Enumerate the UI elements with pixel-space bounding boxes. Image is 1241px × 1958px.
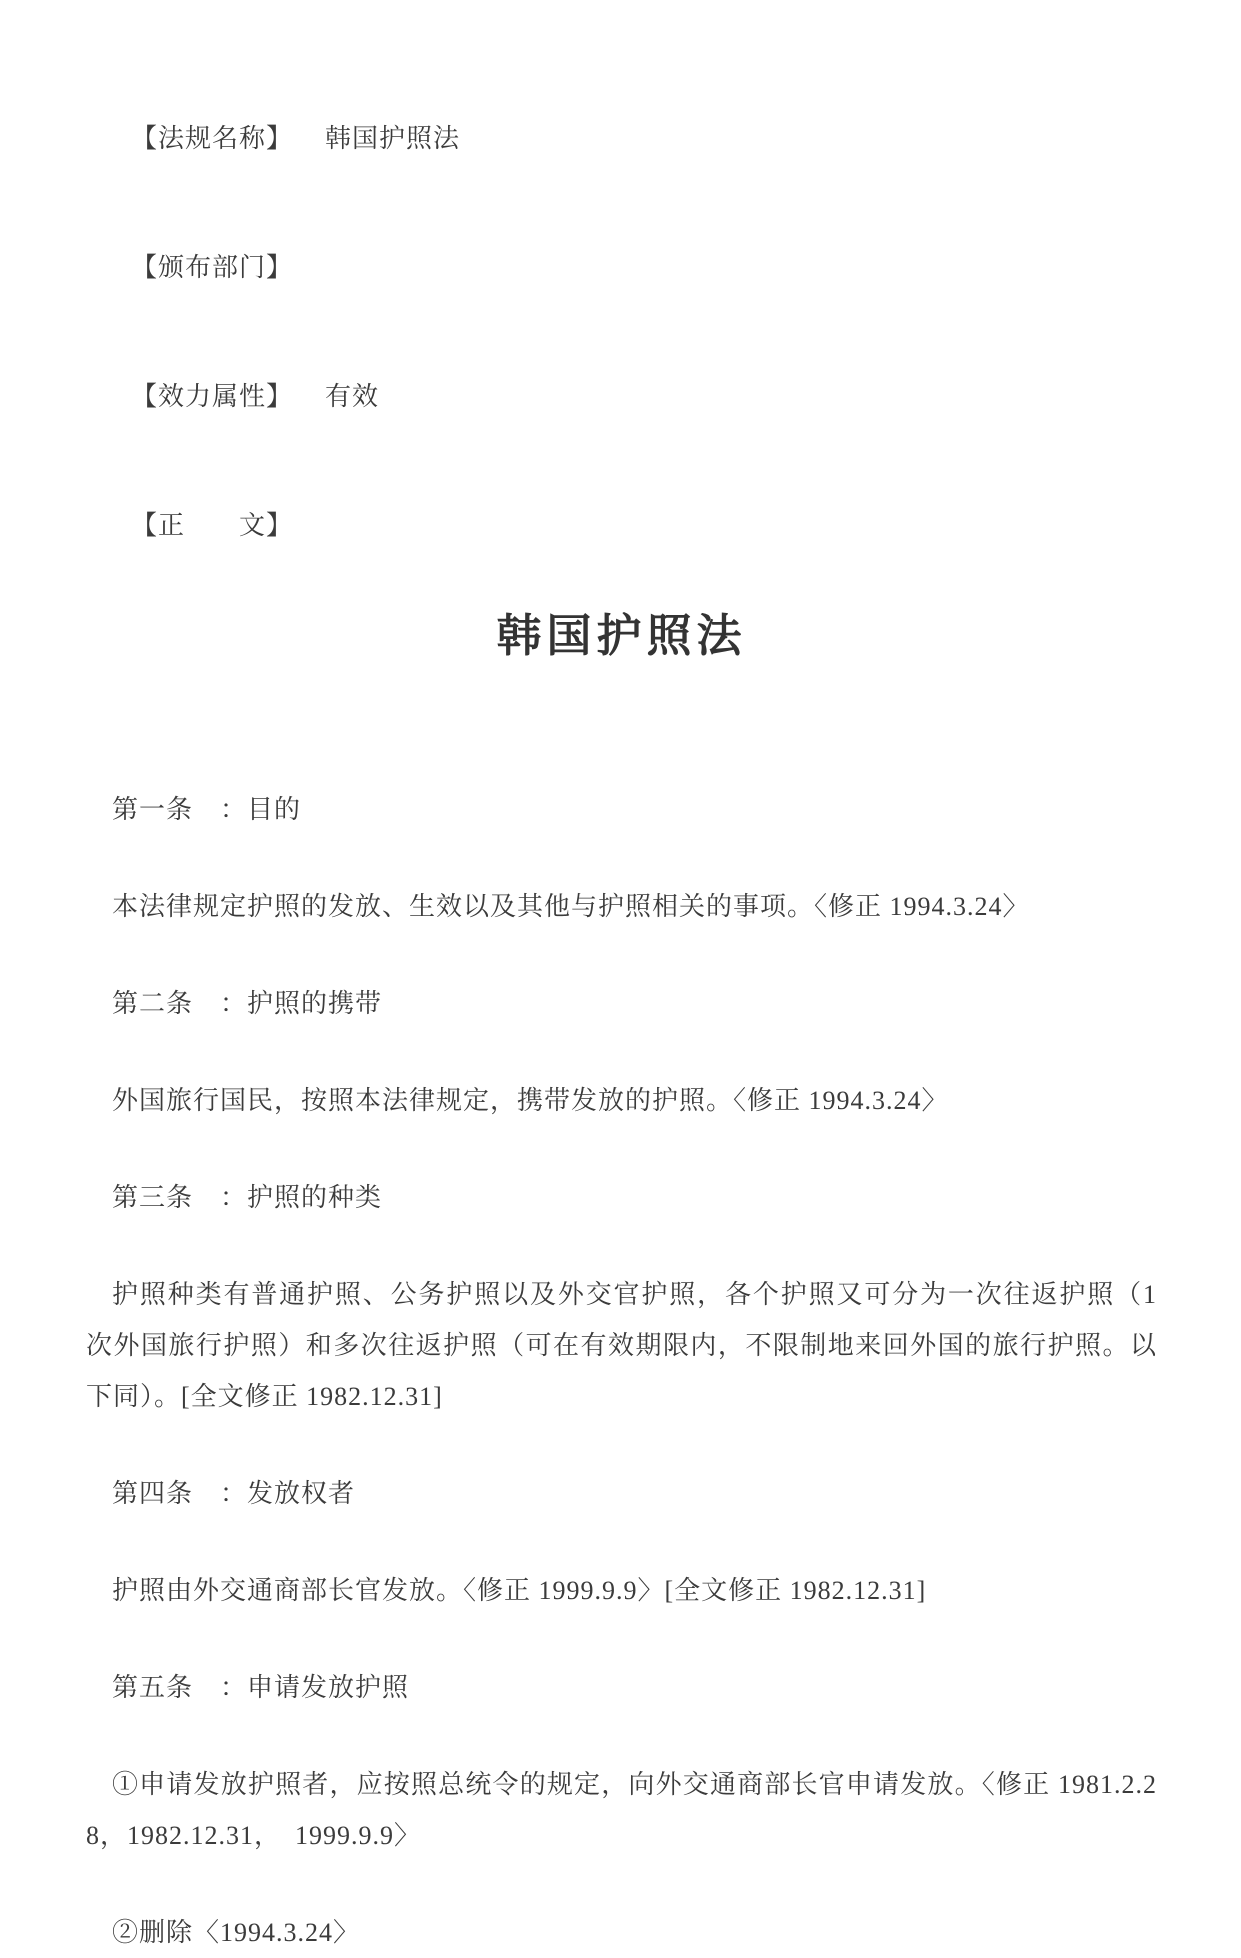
article-3-heading: 第三条 ：护照的种类 bbox=[112, 1183, 383, 1212]
article-5-paragraph-2: ②删除〈1994.3.24〉 bbox=[112, 1918, 361, 1947]
article-1-paragraph: 本法律规定护照的发放、生效以及其他与护照相关的事项。〈修正 1994.3.24〉 bbox=[112, 892, 1030, 921]
meta-line-main-text bbox=[86, 461, 1157, 590]
document-title: 韩国护照法 bbox=[496, 611, 747, 661]
document-body bbox=[86, 784, 1157, 1958]
meta-line-regulation-name bbox=[86, 74, 1157, 203]
article-4-heading: 第四条 ：发放权者 bbox=[112, 1479, 356, 1508]
article-1-heading: 第一条 ：目的 bbox=[112, 795, 302, 824]
article-2-heading: 第二条 ：护照的携带 bbox=[112, 989, 383, 1018]
meta-block bbox=[86, 74, 1157, 590]
meta-label: 【颁布部门】 bbox=[131, 253, 294, 282]
meta-value: 有效 bbox=[325, 382, 380, 411]
meta-line-validity-status bbox=[86, 332, 1157, 461]
article-3-paragraph: 护照种类有普通护照、公务护照以及外交官护照，各个护照又可分为一次往返护照（1 次外国旅行护照）和多次往返护照（可在有效期限内，不限制地来回外国的旅行护照。以下同）。[全文修正 1982.12.31] bbox=[86, 1280, 1157, 1411]
meta-label: 【法规名称】 bbox=[131, 124, 294, 153]
article-4-paragraph: 护照由外交通商部长官发放。〈修正 1999.9.9〉[全文修正 1982.12.31] bbox=[112, 1576, 927, 1605]
article-5-paragraph-1: ①申请发放护照者，应按照总统令的规定，向外交通商部长官申请发放。〈修正 1981.2.28，1982.12.31， 1999.9.9〉 bbox=[86, 1770, 1157, 1850]
meta-value: 韩国护照法 bbox=[325, 124, 461, 153]
article-5-heading: 第五条 ：申请发放护照 bbox=[112, 1673, 410, 1702]
meta-label: 【效力属性】 bbox=[131, 382, 294, 411]
article-2-paragraph: 外国旅行国民，按照本法律规定，携带发放的护照。〈修正 1994.3.24〉 bbox=[112, 1086, 949, 1115]
meta-label: 【正 文】 bbox=[131, 511, 294, 540]
meta-line-issuing-department bbox=[86, 203, 1157, 332]
